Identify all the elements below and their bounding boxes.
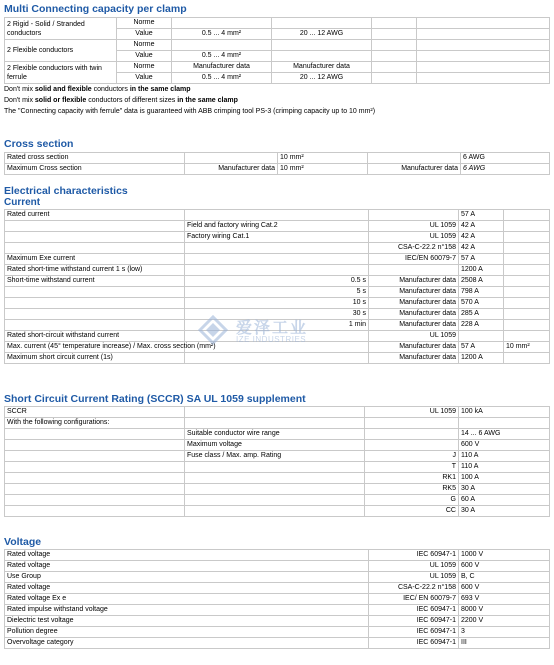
row-label: Rated voltage [5, 583, 369, 594]
cell [185, 353, 369, 364]
cell: 42 A [459, 221, 504, 232]
table-row [5, 495, 550, 506]
row-label: Rated voltage [5, 550, 369, 561]
table-row [5, 616, 550, 627]
cell: Manufacturer data [369, 276, 459, 287]
table-row [5, 572, 550, 583]
cell: 1200 A [459, 353, 504, 364]
cell: 42 A [459, 232, 504, 243]
norme-value: Manufacturer data [172, 62, 272, 73]
row-label [5, 309, 185, 320]
cell [504, 309, 550, 320]
cell: 10 mm² [278, 153, 368, 164]
cell: Maximum voltage [185, 440, 365, 451]
table-row [5, 62, 550, 73]
cell [185, 153, 278, 164]
mix-note: Don't mix solid or flexible conductors of different sizes in the same clamp [4, 97, 238, 104]
cell: UL 1059 [369, 331, 459, 342]
cell: CSA-C-22.2 n°158 [369, 583, 459, 594]
cell: CSA-C-22.2 n°158 [369, 243, 459, 254]
cell: III [459, 638, 550, 649]
clamp-title: Multi Connecting capacity per clamp [4, 3, 187, 15]
table-row [5, 594, 550, 605]
cell: 2508 A [459, 276, 504, 287]
row-label [5, 221, 185, 232]
cell [504, 221, 550, 232]
table-row [5, 473, 550, 484]
cell: 3 [459, 627, 550, 638]
cell: 42 A [459, 243, 504, 254]
value-mm: 0.5 ... 4 mm² [172, 51, 272, 62]
value-cell: Value [117, 29, 172, 40]
norme-cell: Norme [117, 18, 172, 29]
cell: 693 V [459, 594, 550, 605]
row-label [5, 495, 185, 506]
cell [185, 254, 369, 265]
cell: RK5 [365, 484, 459, 495]
cell [504, 276, 550, 287]
cell: IEC 60947-1 [369, 638, 459, 649]
cell: 6 AWG [463, 165, 486, 172]
table-row [5, 418, 550, 429]
cell: 8000 V [459, 605, 550, 616]
clamp-section [0, 3, 554, 117]
cell: IEC 60947-1 [369, 616, 459, 627]
norme-cell: Norme [117, 62, 172, 73]
voltage-section [0, 536, 554, 649]
row-label: Maximum Cross section [5, 164, 185, 175]
value-cell: Value [117, 73, 172, 84]
row-label: 2 Rigid - Solid / Stranded conductors [5, 18, 117, 40]
cell: B, C [459, 572, 550, 583]
table-row [5, 451, 550, 462]
row-label [5, 320, 185, 331]
watermark [196, 311, 326, 351]
cell: Manufacturer data [368, 164, 461, 175]
cell [185, 473, 365, 484]
cell: RK1 [365, 473, 459, 484]
table-row [5, 506, 550, 517]
row-label: Rated impulse withstand voltage [5, 605, 369, 616]
table-row [5, 627, 550, 638]
table-row [5, 276, 550, 287]
voltage-title: Voltage [4, 536, 42, 548]
norme-cell: Norme [117, 40, 172, 51]
cell [185, 407, 365, 418]
cell: 57 A [459, 342, 504, 353]
cell: 570 A [459, 298, 504, 309]
cell [504, 210, 550, 221]
sccr-table [4, 406, 550, 517]
ize-logo-icon [196, 313, 230, 347]
value-cell: Value [117, 51, 172, 62]
table-row [5, 353, 550, 364]
table-row [5, 484, 550, 495]
cell [365, 429, 459, 440]
cell [368, 153, 461, 164]
cell [185, 243, 369, 254]
cell [504, 287, 550, 298]
cell: 1 min [185, 320, 369, 331]
cell: 228 A [459, 320, 504, 331]
cell: Fuse class / Max. amp. Rating [185, 451, 365, 462]
cell: 1200 A [459, 265, 504, 276]
cell: 57 A [459, 210, 504, 221]
row-label: SCCR [5, 407, 185, 418]
cell: Factory wiring Cat.1 [185, 232, 369, 243]
cell [185, 265, 369, 276]
table-row [5, 638, 550, 649]
cell: Manufacturer data [369, 287, 459, 298]
cell: 100 A [459, 473, 550, 484]
cell: T [365, 462, 459, 473]
cell [369, 265, 459, 276]
cell [185, 506, 365, 517]
cell: 110 A [459, 462, 550, 473]
cell [504, 254, 550, 265]
cell: UL 1059 [369, 232, 459, 243]
table-row [5, 210, 550, 221]
row-label: Short-time withstand current [5, 276, 185, 287]
cell [185, 484, 365, 495]
cell: IEC 60947-1 [369, 605, 459, 616]
watermark-en: IZE INDUSTRIES [236, 335, 307, 344]
cell [459, 418, 550, 429]
cell: 10 s [185, 298, 369, 309]
row-label: Rated voltage Ex e [5, 594, 369, 605]
row-label [5, 440, 185, 451]
cell: CC [365, 506, 459, 517]
cell: 600 V [459, 583, 550, 594]
cell: IEC/EN 60079-7 [369, 254, 459, 265]
cell: Manufacturer data [369, 320, 459, 331]
row-label: 2 Flexible conductors with twin ferrule [5, 62, 117, 84]
row-label: Pollution degree [5, 627, 369, 638]
value-mm: 0.5 ... 4 mm² [172, 29, 272, 40]
cell: 798 A [459, 287, 504, 298]
row-label [5, 451, 185, 462]
row-label [5, 473, 185, 484]
table-row [5, 265, 550, 276]
cross-title: Cross section [4, 138, 74, 150]
cell [504, 320, 550, 331]
row-label [5, 484, 185, 495]
row-label: Max. current (45° temperature increase) / Max. cross section (mm²) [5, 342, 185, 353]
cell: 30 s [185, 309, 369, 320]
cell: 60 A [459, 495, 550, 506]
cell [504, 298, 550, 309]
cell: Suitable conductor wire range [185, 429, 365, 440]
row-label: Maximum Exe current [5, 254, 185, 265]
cell: J [365, 451, 459, 462]
value-mm: 0.5 ... 4 mm² [172, 73, 272, 84]
cell [504, 243, 550, 254]
cross-table [4, 152, 550, 175]
cell: IEC/ EN 60079-7 [369, 594, 459, 605]
cell [185, 210, 369, 221]
value-awg [272, 51, 372, 62]
table-row [5, 440, 550, 451]
row-label: Overvoltage category [5, 638, 369, 649]
cell [504, 353, 550, 364]
cell [504, 331, 550, 342]
cell: Field and factory wiring Cat.2 [185, 221, 369, 232]
table-row [5, 221, 550, 232]
cell: G [365, 495, 459, 506]
cell: 10 mm² [278, 164, 368, 175]
cell: 14 ... 6 AWG [459, 429, 550, 440]
cell: 5 s [185, 287, 369, 298]
cross-section [0, 138, 554, 175]
cell [369, 210, 459, 221]
cell: 10 mm² [504, 342, 550, 353]
cell: 1000 V [459, 550, 550, 561]
cell [365, 418, 459, 429]
row-label: Rated short-time withstand current 1 s (low) [5, 265, 185, 276]
table-row [5, 254, 550, 265]
table-row [5, 153, 550, 164]
row-label: With the following configurations: [5, 418, 185, 429]
cell: 30 A [459, 506, 550, 517]
row-label: Rated current [5, 210, 185, 221]
cell: Manufacturer data [369, 298, 459, 309]
cell [365, 440, 459, 451]
cell: 6 AWG [461, 153, 550, 164]
row-label: Rated short-circuit withstand current [5, 331, 185, 342]
cell [185, 418, 365, 429]
row-label [5, 298, 185, 309]
row-label: Use Group [5, 572, 369, 583]
row-label: 2 Flexible conductors [5, 40, 117, 62]
cell: UL 1059 [369, 221, 459, 232]
table-row [5, 243, 550, 254]
row-label [5, 462, 185, 473]
cell: UL 1059 [365, 407, 459, 418]
row-label [5, 287, 185, 298]
value-awg: 20 ... 12 AWG [272, 29, 372, 40]
cell: 2200 V [459, 616, 550, 627]
sccr-title: Short Circuit Current Rating (SCCR) SA UL 1059 supplement [4, 393, 306, 405]
cell: Manufacturer data [369, 309, 459, 320]
table-row [5, 462, 550, 473]
clamp-table [4, 17, 550, 84]
cell [185, 495, 365, 506]
value-awg: 20 ... 12 AWG [272, 73, 372, 84]
cell: 110 A [459, 451, 550, 462]
cell: Manufacturer data [185, 164, 278, 175]
cell: 600 V [459, 561, 550, 572]
table-row [5, 407, 550, 418]
row-label: Dielectric test voltage [5, 616, 369, 627]
table-row [5, 561, 550, 572]
table-row [5, 232, 550, 243]
row-label: Rated cross section [5, 153, 185, 164]
table-row [5, 583, 550, 594]
cell: Manufacturer data [369, 353, 459, 364]
cell [504, 265, 550, 276]
table-row [5, 298, 550, 309]
cell: 285 A [459, 309, 504, 320]
cell: 600 V [459, 440, 550, 451]
cell: 100 kA [459, 407, 550, 418]
cell: IEC 60947-1 [369, 627, 459, 638]
elec-title: Electrical characteristics [4, 185, 128, 197]
row-label [5, 429, 185, 440]
cell: UL 1059 [369, 572, 459, 583]
ferrule-note: The "Connecting capacity with ferrule" data is guaranteed with ABB crimping tool PS-3 (crimping capacity up to 10 mm²) [4, 108, 376, 115]
row-label: Rated voltage [5, 561, 369, 572]
cell: 0.5 s [185, 276, 369, 287]
cell: UL 1059 [369, 561, 459, 572]
row-label: Maximum short circuit current (1s) [5, 353, 185, 364]
row-label [5, 506, 185, 517]
cell [459, 331, 504, 342]
voltage-table [4, 549, 550, 649]
table-row [5, 164, 550, 175]
norme-value: Manufacturer data [272, 62, 372, 73]
watermark-cn: 爱泽工业 [236, 320, 309, 337]
cell [504, 232, 550, 243]
table-row [5, 605, 550, 616]
elec-subtitle: Current [4, 197, 41, 208]
table-row [5, 429, 550, 440]
cell: 30 A [459, 484, 550, 495]
table-row [5, 18, 550, 29]
mix-note: Don't mix solid and flexible conductors in the same clamp [4, 86, 191, 93]
sccr-section [0, 393, 554, 517]
row-label [5, 243, 185, 254]
cell [185, 462, 365, 473]
row-label [5, 232, 185, 243]
table-row [5, 287, 550, 298]
cell: IEC 60947-1 [369, 550, 459, 561]
table-row [5, 40, 550, 51]
cell: 57 A [459, 254, 504, 265]
table-row [5, 550, 550, 561]
cell: Manufacturer data [369, 342, 459, 353]
